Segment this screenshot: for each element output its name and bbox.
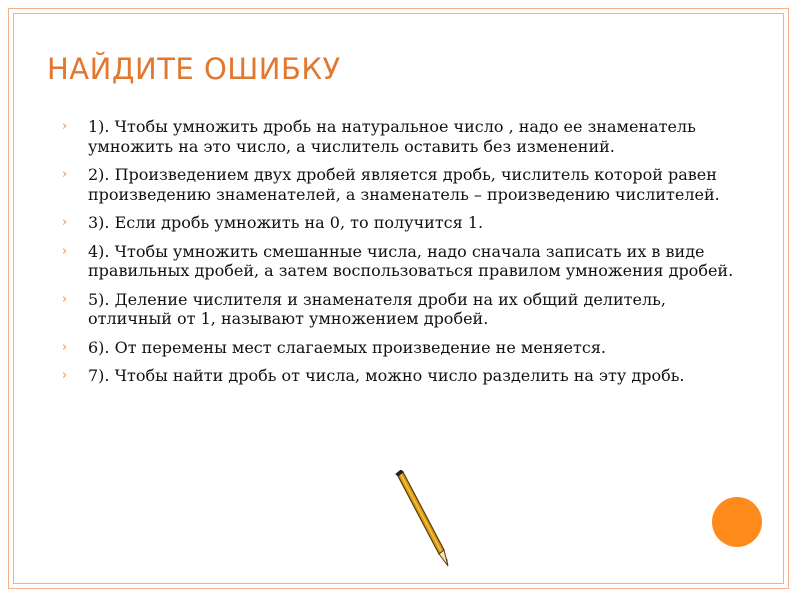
statement-text: 5). Деление числителя и знаменателя дроби на их общий делитель, отличный от 1, называют умножением дробей. — [88, 289, 666, 328]
statement-item — [62, 290, 738, 329]
chevron-bullet-icon: › — [62, 368, 68, 383]
statement-text: 6). От перемены мест слагаемых произведение не меняется. — [88, 337, 607, 357]
statement-text: 2). Произведением двух дробей является дробь, числитель которой равен произведению знаменателей, а знаменатель – произведению числителей. — [88, 165, 720, 204]
orange-circle — [712, 497, 762, 547]
slide-title: НАЙДИТЕ ОШИБКУ — [47, 52, 341, 86]
statement-item — [62, 242, 738, 281]
statement-item — [62, 165, 738, 204]
chevron-bullet-icon: › — [62, 339, 68, 355]
statement-item — [62, 338, 738, 358]
chevron-bullet-icon: › — [62, 119, 68, 134]
statement-text: 3). Если дробь умножить на 0, то получится 1. — [88, 213, 484, 232]
statement-item — [62, 213, 738, 233]
chevron-bullet-icon: › — [62, 167, 68, 182]
statement-text: 4). Чтобы умножить смешанные числа, надо сначала записать их в виде правильных дробей, а затем воспользоваться правилом умножения дробей. — [88, 241, 734, 280]
statement-item — [62, 117, 738, 156]
chevron-bullet-icon: › — [62, 215, 68, 230]
chevron-bullet-icon: › — [62, 243, 68, 259]
statement-text: 1). Чтобы умножить дробь на натуральное число , надо ее знаменатель умножить на это число, а числитель оставить без изменений. — [88, 117, 696, 156]
pencil-icon — [388, 470, 456, 570]
chevron-bullet-icon: › — [62, 291, 68, 307]
statement-list — [62, 117, 738, 395]
statement-item — [62, 366, 738, 386]
statement-text: 7). Чтобы найти дробь от числа, можно число разделить на эту дробь. — [88, 366, 685, 385]
